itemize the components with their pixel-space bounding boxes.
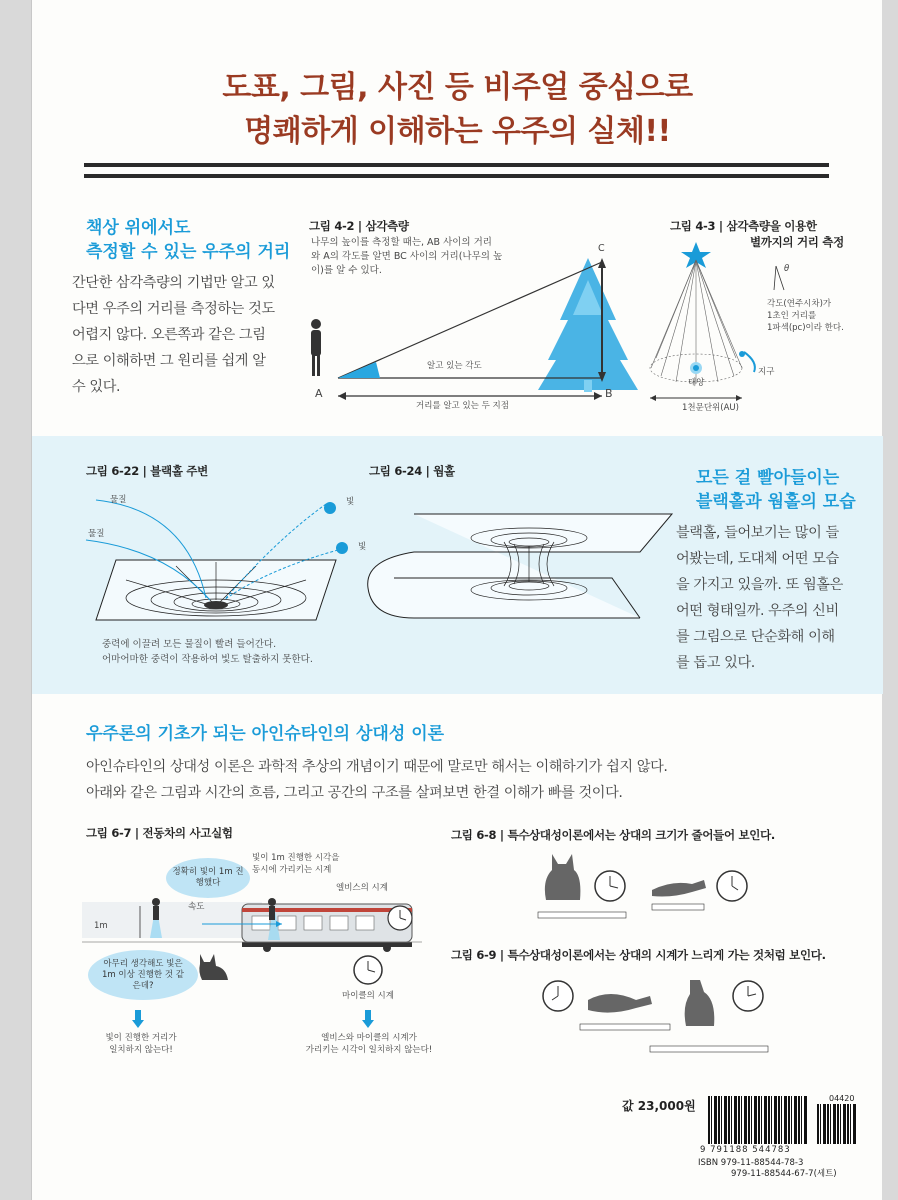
down-arrow-icon — [132, 1010, 144, 1028]
section2-body-line: 을 가지고 있을까. 또 웜홀은 — [676, 577, 843, 593]
light-label-1: 빛 — [346, 497, 355, 507]
barcode-digits: 9 791188 544783 — [700, 1145, 791, 1155]
earth-label: 지구 — [758, 367, 775, 377]
result-2-line: 엘비스와 마이클의 시계가 — [321, 1033, 417, 1043]
result-1 — [100, 1032, 182, 1056]
divider-bottom — [84, 174, 829, 178]
fig4-2-desc-line: 이)를 알 수 있다. — [311, 265, 382, 276]
blackhole-caption-line: 중력에 이끌려 모든 물질이 빨려 들어간다. — [102, 639, 277, 650]
clock-note-line: 빛이 1m 진행한 시각을 — [252, 853, 340, 863]
isbn-line2: 979-11-88544-67-7(세트) — [731, 1169, 837, 1179]
known-angle-wedge — [338, 362, 380, 378]
back-cover-page — [31, 0, 882, 1200]
light-star-icon — [336, 542, 348, 554]
blackhole-center — [204, 601, 228, 609]
section3-body — [86, 754, 866, 806]
fig4-3-label-line1: 그림 4-3 | 삼각측량을 이용한 — [670, 219, 817, 233]
point-a-label: A — [315, 387, 323, 400]
section1-body-line: 다면 우주의 거리를 측정하는 것도 — [72, 301, 275, 317]
section3-title: 우주론의 기초가 되는 아인슈타인의 상대성 이론 — [86, 724, 445, 744]
michael-clock-label: 마이클의 시계 — [342, 991, 394, 1001]
headline-line2: 명쾌하게 이해하는 우주의 실체!! — [244, 114, 671, 149]
parsec-desc — [767, 298, 844, 334]
parsec-desc-line: 1파섹(pc)이라 한다. — [767, 323, 844, 333]
earth-orbit-arrow — [744, 352, 755, 372]
fig6-24-label: 그림 6-24 | 웜홀 — [369, 464, 455, 478]
thought-bubble-1: 정확히 빛이 1m 진행했다 — [166, 858, 250, 898]
clock-note-line: 동시에 가리키는 시계 — [252, 865, 332, 875]
section2-title-line1: 모든 걸 빨아들이는 — [696, 468, 840, 488]
section1-body-line: 수 있다. — [72, 379, 121, 395]
ruler — [538, 912, 626, 918]
running-cat-icon — [652, 880, 706, 897]
section1-body-line: 어렵지 않다. 오른쪽과 같은 그림 — [72, 327, 266, 343]
section1-body — [72, 270, 308, 400]
price-label: 값 23,000원 — [622, 1099, 696, 1113]
point-b-label: B — [605, 387, 613, 400]
fig4-3-label-line2: 별까지의 거리 측정 — [750, 235, 844, 249]
clock-note — [252, 852, 339, 876]
fig6-8-label: 그림 6-8 | 특수상대성이론에서는 상대의 크기가 줄어들어 보인다. — [451, 828, 775, 842]
fig6-22-label: 그림 6-22 | 블랙홀 주변 — [86, 464, 208, 478]
au-label: 1천문단위(AU) — [682, 403, 739, 413]
blackhole-caption-line: 어마어마한 중력이 작용하여 빛도 탈출하지 못한다. — [102, 654, 313, 665]
ruler — [580, 1024, 670, 1030]
section2-body-line: 블랙홀, 들어보기는 많이 들 — [676, 525, 839, 541]
matter-label-2: 물질 — [88, 529, 105, 539]
divider-top — [84, 163, 829, 167]
section1-body-line: 으로 이해하면 그 원리를 쉽게 알 — [72, 353, 266, 369]
section2-body-line: 를 돕고 있다. — [676, 655, 755, 671]
time-dilation-illustration — [540, 970, 770, 1060]
theta-label: θ — [784, 264, 790, 274]
triangulation-diagram — [298, 240, 638, 420]
section2-body — [676, 520, 876, 676]
light-star-icon — [324, 502, 336, 514]
wormhole-diagram — [354, 512, 674, 632]
fig4-2-desc-line: 와 A의 각도를 알면 BC 사이의 거리(나무의 높 — [311, 251, 503, 262]
section1-body-line: 간단한 삼각측량의 기법만 알고 있 — [72, 275, 275, 291]
section2-title-line2: 블랙홀과 웜홀의 모습 — [696, 492, 856, 512]
length-contraction-illustration — [532, 850, 762, 930]
fig6-9-label: 그림 6-9 | 특수상대성이론에서는 상대의 시계가 느리게 가는 것처럼 보인다. — [451, 948, 826, 962]
point-c-label: C — [598, 243, 605, 254]
isbn-barcode — [708, 1096, 808, 1144]
tree-illustration — [538, 258, 638, 392]
barcode-addon-digits: 04420 — [829, 1094, 855, 1103]
section2-body-line: 를 그림으로 단순화해 이해 — [676, 629, 835, 645]
result-2-line: 가리키는 시각이 일치하지 않는다! — [305, 1045, 433, 1055]
parsec-desc-line: 각도(연주시차)가 — [767, 299, 832, 309]
blackhole-caption — [102, 637, 313, 667]
isbn-line1: ISBN 979-11-88544-78-3 — [698, 1158, 804, 1168]
addon-barcode — [817, 1104, 857, 1144]
headline-line1: 도표, 그림, 사진 등 비주얼 중심으로 — [222, 70, 693, 105]
section1-title-line2: 측정할 수 있는 우주의 거리 — [86, 242, 291, 262]
thought-bubble-2: 아무리 생각해도 빛은 1m 이상 진행한 것 같은데? — [88, 950, 198, 1000]
dog-icon — [685, 980, 715, 1026]
fig4-2-label: 그림 4-2 | 삼각측량 — [309, 219, 409, 233]
matter-label-1: 물질 — [110, 495, 127, 505]
result-2 — [294, 1032, 444, 1056]
section2-body-line: 어떤 형태일까. 우주의 신비 — [676, 603, 839, 619]
section1-title-line1: 책상 위에서도 — [86, 218, 191, 238]
person-figure — [311, 319, 321, 376]
person-figure — [152, 898, 160, 920]
elvis-clock-label: 엘비스의 시계 — [336, 883, 388, 893]
down-arrow-icon — [362, 1010, 374, 1028]
result-1-line: 일치하지 않는다! — [109, 1045, 173, 1055]
person-figure — [268, 898, 276, 920]
sun-label: 태양 — [688, 378, 705, 388]
section3-body-line: 아래와 같은 그림과 시간의 흐름, 그리고 공간의 구조를 살펴보면 한결 이해가 빠를 것이다. — [86, 785, 623, 801]
known-distance-label: 거리를 알고 있는 두 지점 — [416, 401, 509, 411]
ruler — [652, 904, 704, 910]
platform — [82, 902, 262, 938]
light-label-2: 빛 — [358, 542, 367, 552]
known-angle-label: 알고 있는 각도 — [427, 361, 482, 371]
fig6-7-label: 그림 6-7 | 전동차의 사고실험 — [86, 826, 233, 840]
speed-label: 속도 — [188, 902, 205, 912]
cat-icon — [194, 950, 234, 986]
running-dog-icon — [588, 994, 652, 1013]
fig4-2-desc-line: 나무의 높이를 측정할 때는, AB 사이의 거리 — [311, 237, 492, 248]
section3-body-line: 아인슈타인의 상대성 이론은 과학적 추상의 개념이기 때문에 말로만 해서는 이해하기가 쉽지 않다. — [86, 759, 668, 775]
earth-icon — [739, 351, 745, 357]
ruler — [650, 1046, 768, 1052]
michael-clock-icon — [350, 952, 386, 988]
result-1-line: 빛이 진행한 거리가 — [105, 1033, 177, 1043]
height-label: 1m — [94, 921, 108, 931]
parsec-desc-line: 1초인 거리를 — [767, 311, 817, 321]
section2-body-line: 어봤는데, 도대체 어떤 모습 — [676, 551, 839, 567]
cat-icon — [545, 854, 581, 900]
